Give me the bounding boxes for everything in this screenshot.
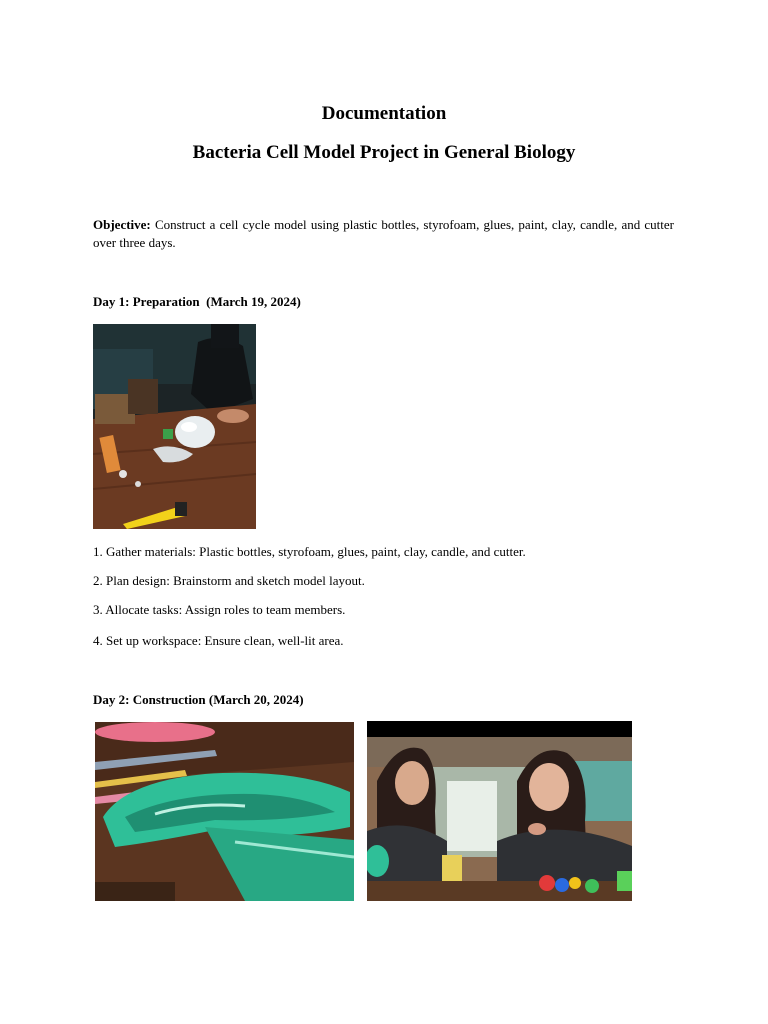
day1-step-2: 2. Plan design: Brainstorm and sketch model layout. [93,573,365,588]
day1-heading: Day 1: Preparation (March 19, 2024) [93,294,301,309]
day1-photo [93,324,256,529]
objective-text: Construct a cell cycle model using plastic bottles, styrofoam, glues, paint, clay, candle, and cutter over three days. [93,217,674,250]
day2-photo-students [367,721,632,901]
day2-heading: Day 2: Construction (March 20, 2024) [93,692,304,707]
objective-label: Objective: [93,217,151,232]
day1-step-4: 4. Set up workspace: Ensure clean, well-lit area. [93,633,344,648]
project-title: Bacteria Cell Model Project in General Biology [192,142,576,163]
day1-step-1: 1. Gather materials: Plastic bottles, styrofoam, glues, paint, clay, candle, and cutter. [93,544,526,559]
day1-step-3: 3. Allocate tasks: Assign roles to team members. [93,602,346,617]
day2-photo-plastic [95,722,354,901]
document-title: Documentation [321,103,447,124]
objective-paragraph [93,216,674,252]
